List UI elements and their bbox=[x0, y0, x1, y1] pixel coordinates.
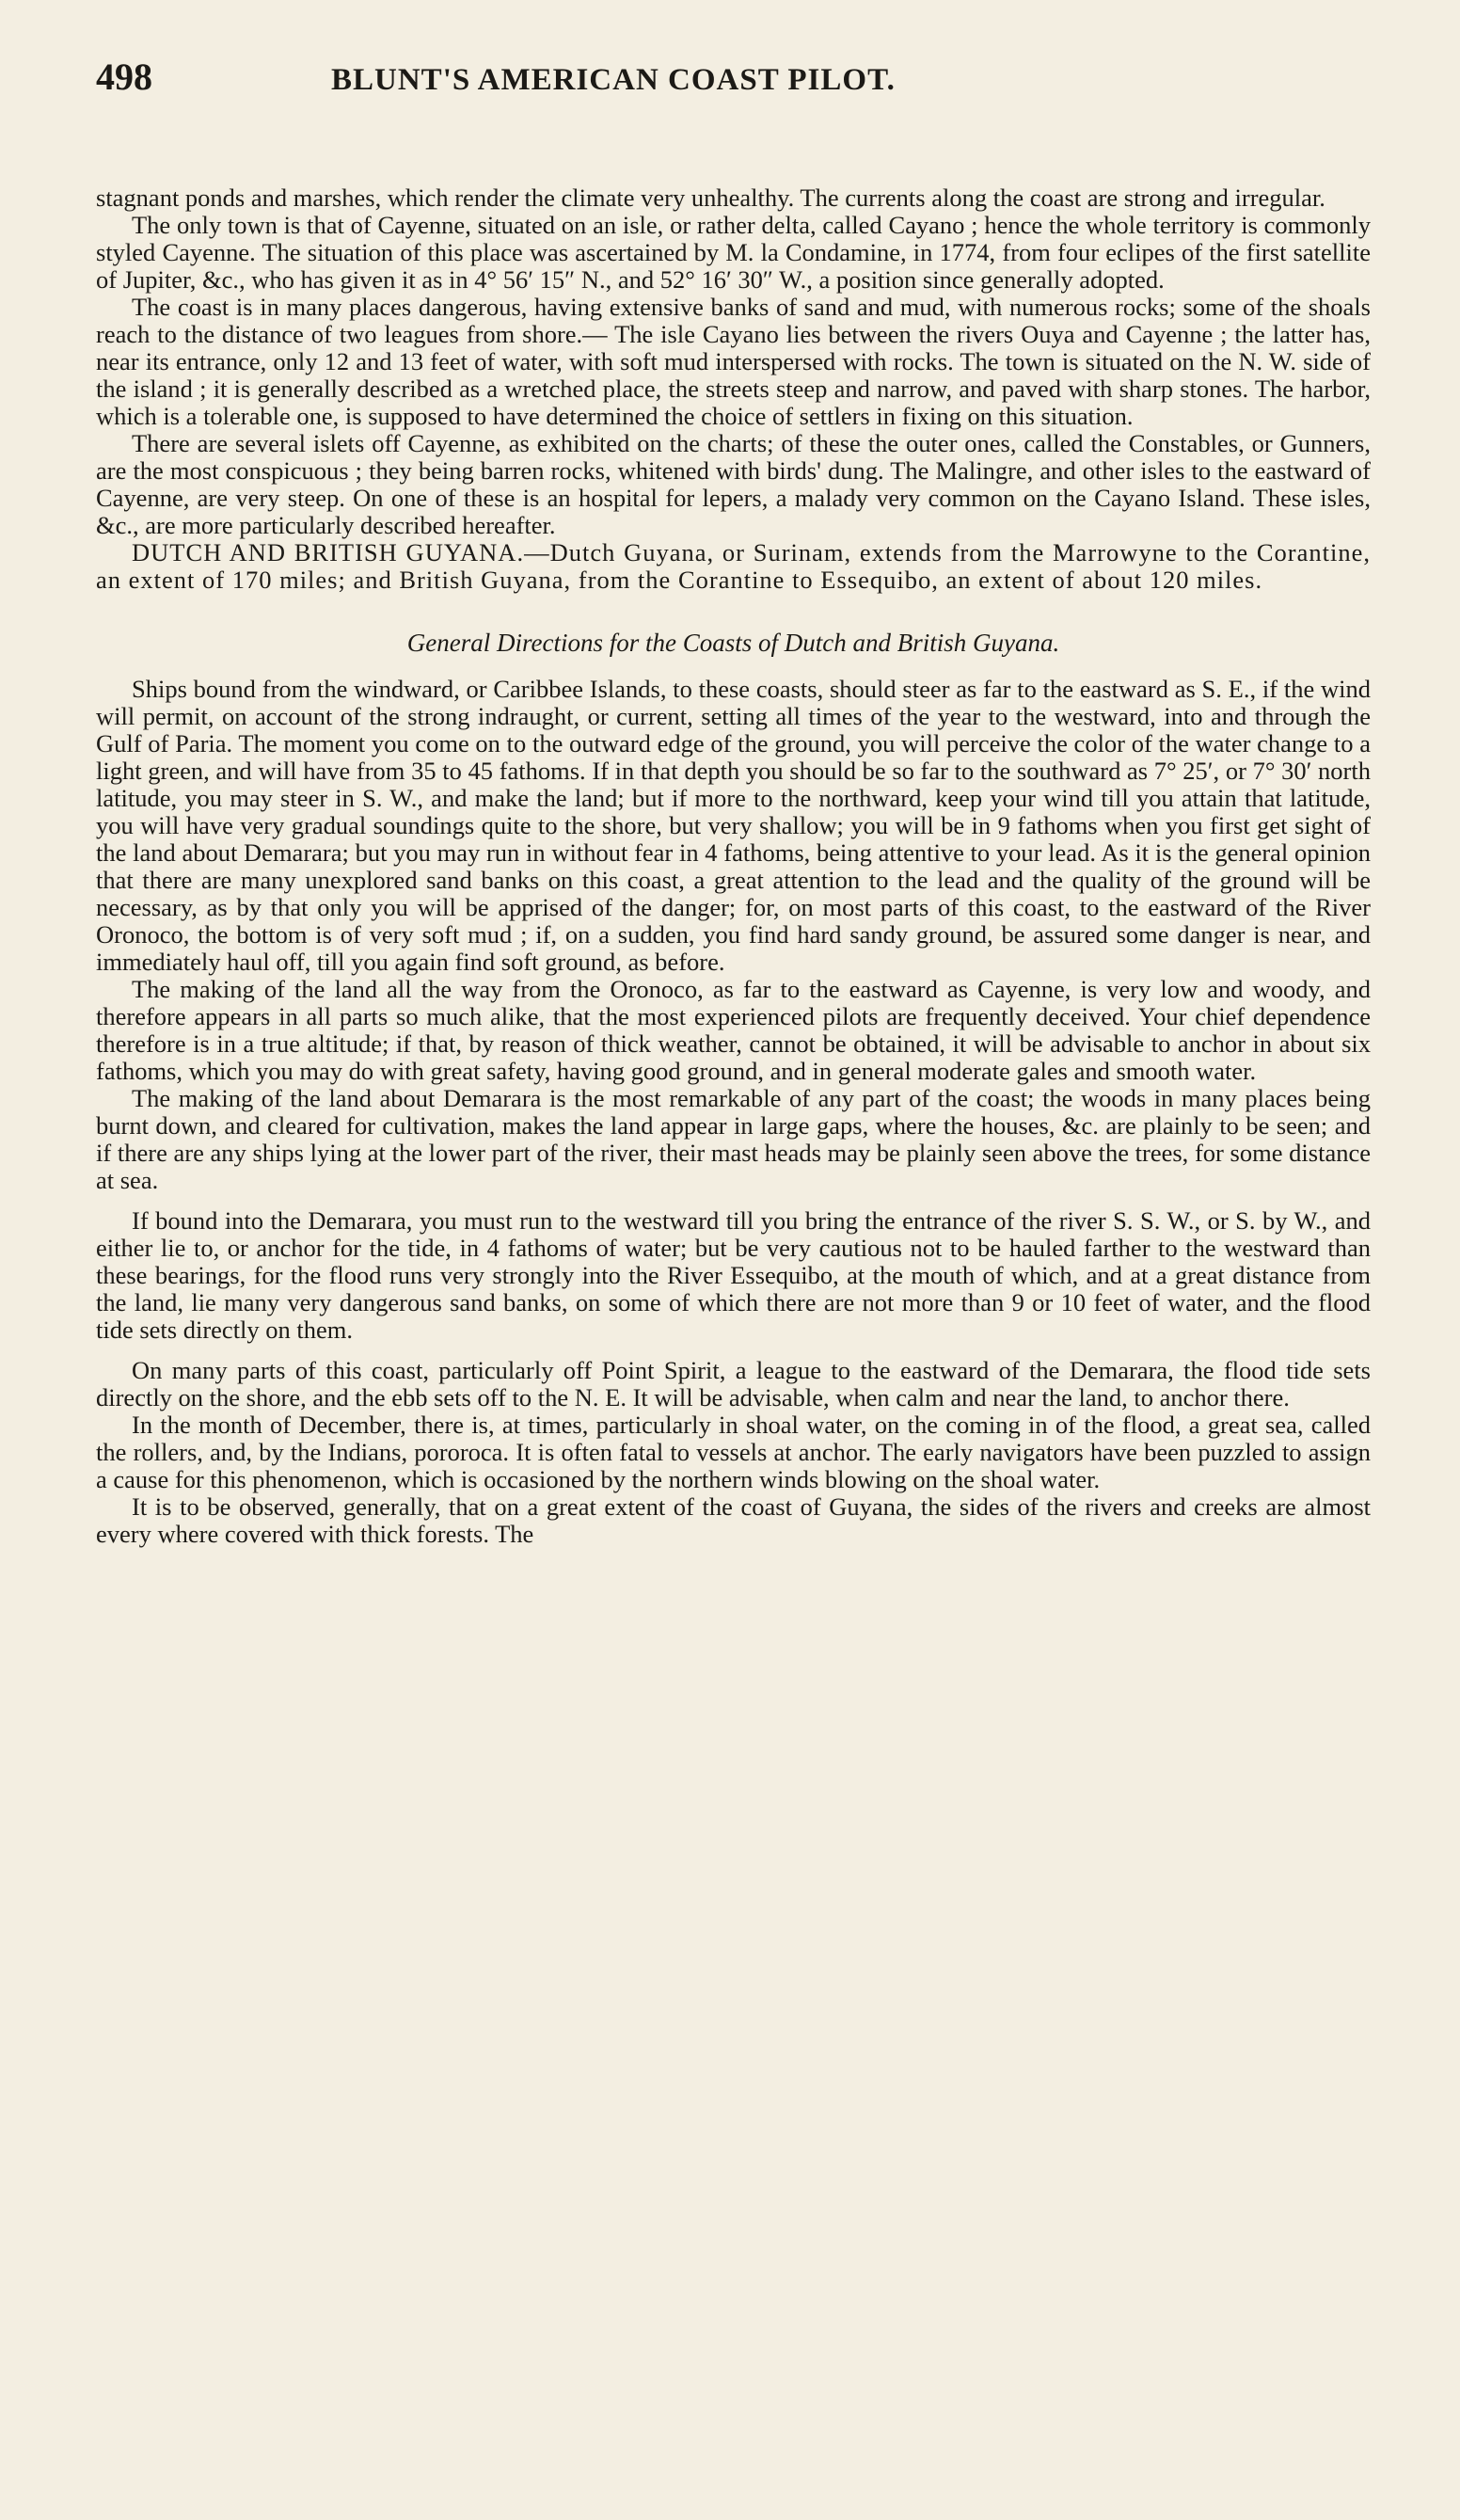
paragraph-coast-dangers: The coast is in many places dangerous, having extensive banks of sand and mud, with numerous rocks; some of the shoals reach to the distance of two leagues from shore.— The isle Cayano lies between the rivers Ouya and Cayenne ; the latter has, near its entrance, only 12 and 13 feet of water, with soft mud interspersed with rocks. The town is situated on the N. W. side of the island ; it is generally described as a wretched place, the streets steep and narrow, and paved with sharp stones. The harbor, which is a tolerable one, is supposed to have determined the choice of settlers in fixing on this situation. bbox=[96, 293, 1371, 430]
page-header bbox=[96, 55, 1371, 104]
spacer bbox=[96, 1194, 1371, 1207]
running-head: BLUNT'S AMERICAN COAST PILOT. bbox=[331, 63, 896, 97]
paragraph-dutch-british-guyana: DUTCH AND BRITISH GUYANA.—Dutch Guyana, or Surinam, extends from the Marrowyne to the Corantine, an extent of 170 miles; and British Guyana, from the Corantine to Essequibo, an extent of about 120 miles. bbox=[96, 538, 1371, 594]
paragraph-point-spirit: On many parts of this coast, particularly off Point Spirit, a league to the eastward of the Demarara, the flood tide sets directly on the shore, and the ebb sets off to the N. E. It will be advisable, when calm and near the land, to anchor there. bbox=[96, 1356, 1371, 1412]
paragraph-ships-bound: Ships bound from the windward, or Caribbee Islands, to these coasts, should steer as far to the eastward as S. E., if the wind will permit, on account of the strong indraught, or current, setting all times of the year to the westward, into and through the Gulf of Paria. The moment you come on to the outward edge of the ground, you will perceive the color of the water change to a light green, and will have from 35 to 45 fathoms. If in that depth you should be so far to the southward as 7° 25′, or 7° 30′ north latitude, you may steer in S. W., and make the land; but if more to the northward, keep your wind till you attain that latitude, you will have very gradual soundings quite to the shore, but very shallow; you will be in 9 fathoms when you first get sight of the land about Demarara; but you may run in without fear in 4 fathoms, being attentive to your lead. As it is the general opinion that there are many unexplored sand banks on this coast, a great attention to the lead and the quality of the ground will be necessary, as by that only you will be apprised of the danger; for, on most parts of this coast, to the eastward of the River Oronoco, the bottom is of very soft mud ; if, on a sudden, you find hard sandy ground, be assured some danger is near, and immediately haul off, till you again find soft ground, as before. bbox=[96, 675, 1371, 976]
paragraph-bound-into-demarara: If bound into the Demarara, you must run to the westward till you bring the entrance of the river S. S. W., or S. by W., and either lie to, or anchor for the tide, in 4 fathoms of water; but be very cautious not to be hauled farther to the westward than these bearings, for the flood runs very strongly into the River Essequibo, at the mouth of which, and at a great distance from the land, lie many very dangerous sand banks, on some of which there are not more than 9 or 10 feet of water, and the flood tide sets directly on them. bbox=[96, 1206, 1371, 1344]
section-heading: General Directions for the Coasts of Dutch and British Guyana. bbox=[406, 629, 1060, 657]
paragraph-islets: There are several islets off Cayenne, as exhibited on the charts; of these the outer ones, called the Constables, or Gunners, are the most conspicuous ; they being barren rocks, whitened with birds' dung. The Malingre, and other isles to the eastward of Cayenne, are very steep. On one of these is an hospital for lepers, a malady very common on the Cayano Island. These isles, &c., are more particularly described hereafter. bbox=[96, 429, 1371, 539]
paragraph-rollers: In the month of December, there is, at times, particularly in shoal water, on the coming in of the flood, a great sea, called the rollers, and, by the Indians, pororoca. It is often fatal to vessels at anchor. The early navigators have been puzzled to assign a cause for this phenomenon, which is occasioned by the northern winds blowing on the shoal water. bbox=[96, 1411, 1371, 1493]
paragraph-making-land-oronoco: The making of the land all the way from the Oronoco, as far to the eastward as Cayenne, is very low and woody, and therefore appears in all parts so much alike, that the most experienced pilots are frequently deceived. Your chief dependence therefore is in a true altitude; if that, by reason of thick weather, cannot be obtained, it will be advisable to anchor in about six fathoms, which you may do with great safety, having good ground, and in general moderate gales and smooth water. bbox=[96, 975, 1371, 1085]
body-text bbox=[96, 184, 1371, 1548]
paragraph-forests: It is to be observed, generally, that on a great extent of the coast of Guyana, the sides of the rivers and creeks are almost every where covered with thick forests. The bbox=[96, 1492, 1371, 1548]
page-number: 498 bbox=[96, 56, 152, 98]
paragraph-continuation: stagnant ponds and marshes, which render the climate very unhealthy. The currents along the coast are strong and irregular. bbox=[96, 183, 1325, 212]
paragraph-cayenne-town: The only town is that of Cayenne, situated on an isle, or rather delta, called Cayano ; hence the whole territory is commonly styled Cayenne. The situation of this place was ascertained by M. la Condamine, in 1774, from four eclipes of the first satellite of Jupiter, &c., who has given it as in 4° 56′ 15″ N., and 52° 16′ 30″ W., a position since generally adopted. bbox=[96, 211, 1371, 294]
paragraph-making-land-demarara: The making of the land about Demarara is the most remarkable of any part of the coast; the woods in many places being burnt down, and cleared for cultivation, makes the land appear in large gaps, where the houses, &c. are plainly to be seen; and if there are any ships lying at the lower part of the river, their mast heads may be plainly seen above the trees, for some distance at sea. bbox=[96, 1084, 1371, 1194]
spacer bbox=[96, 1344, 1371, 1357]
